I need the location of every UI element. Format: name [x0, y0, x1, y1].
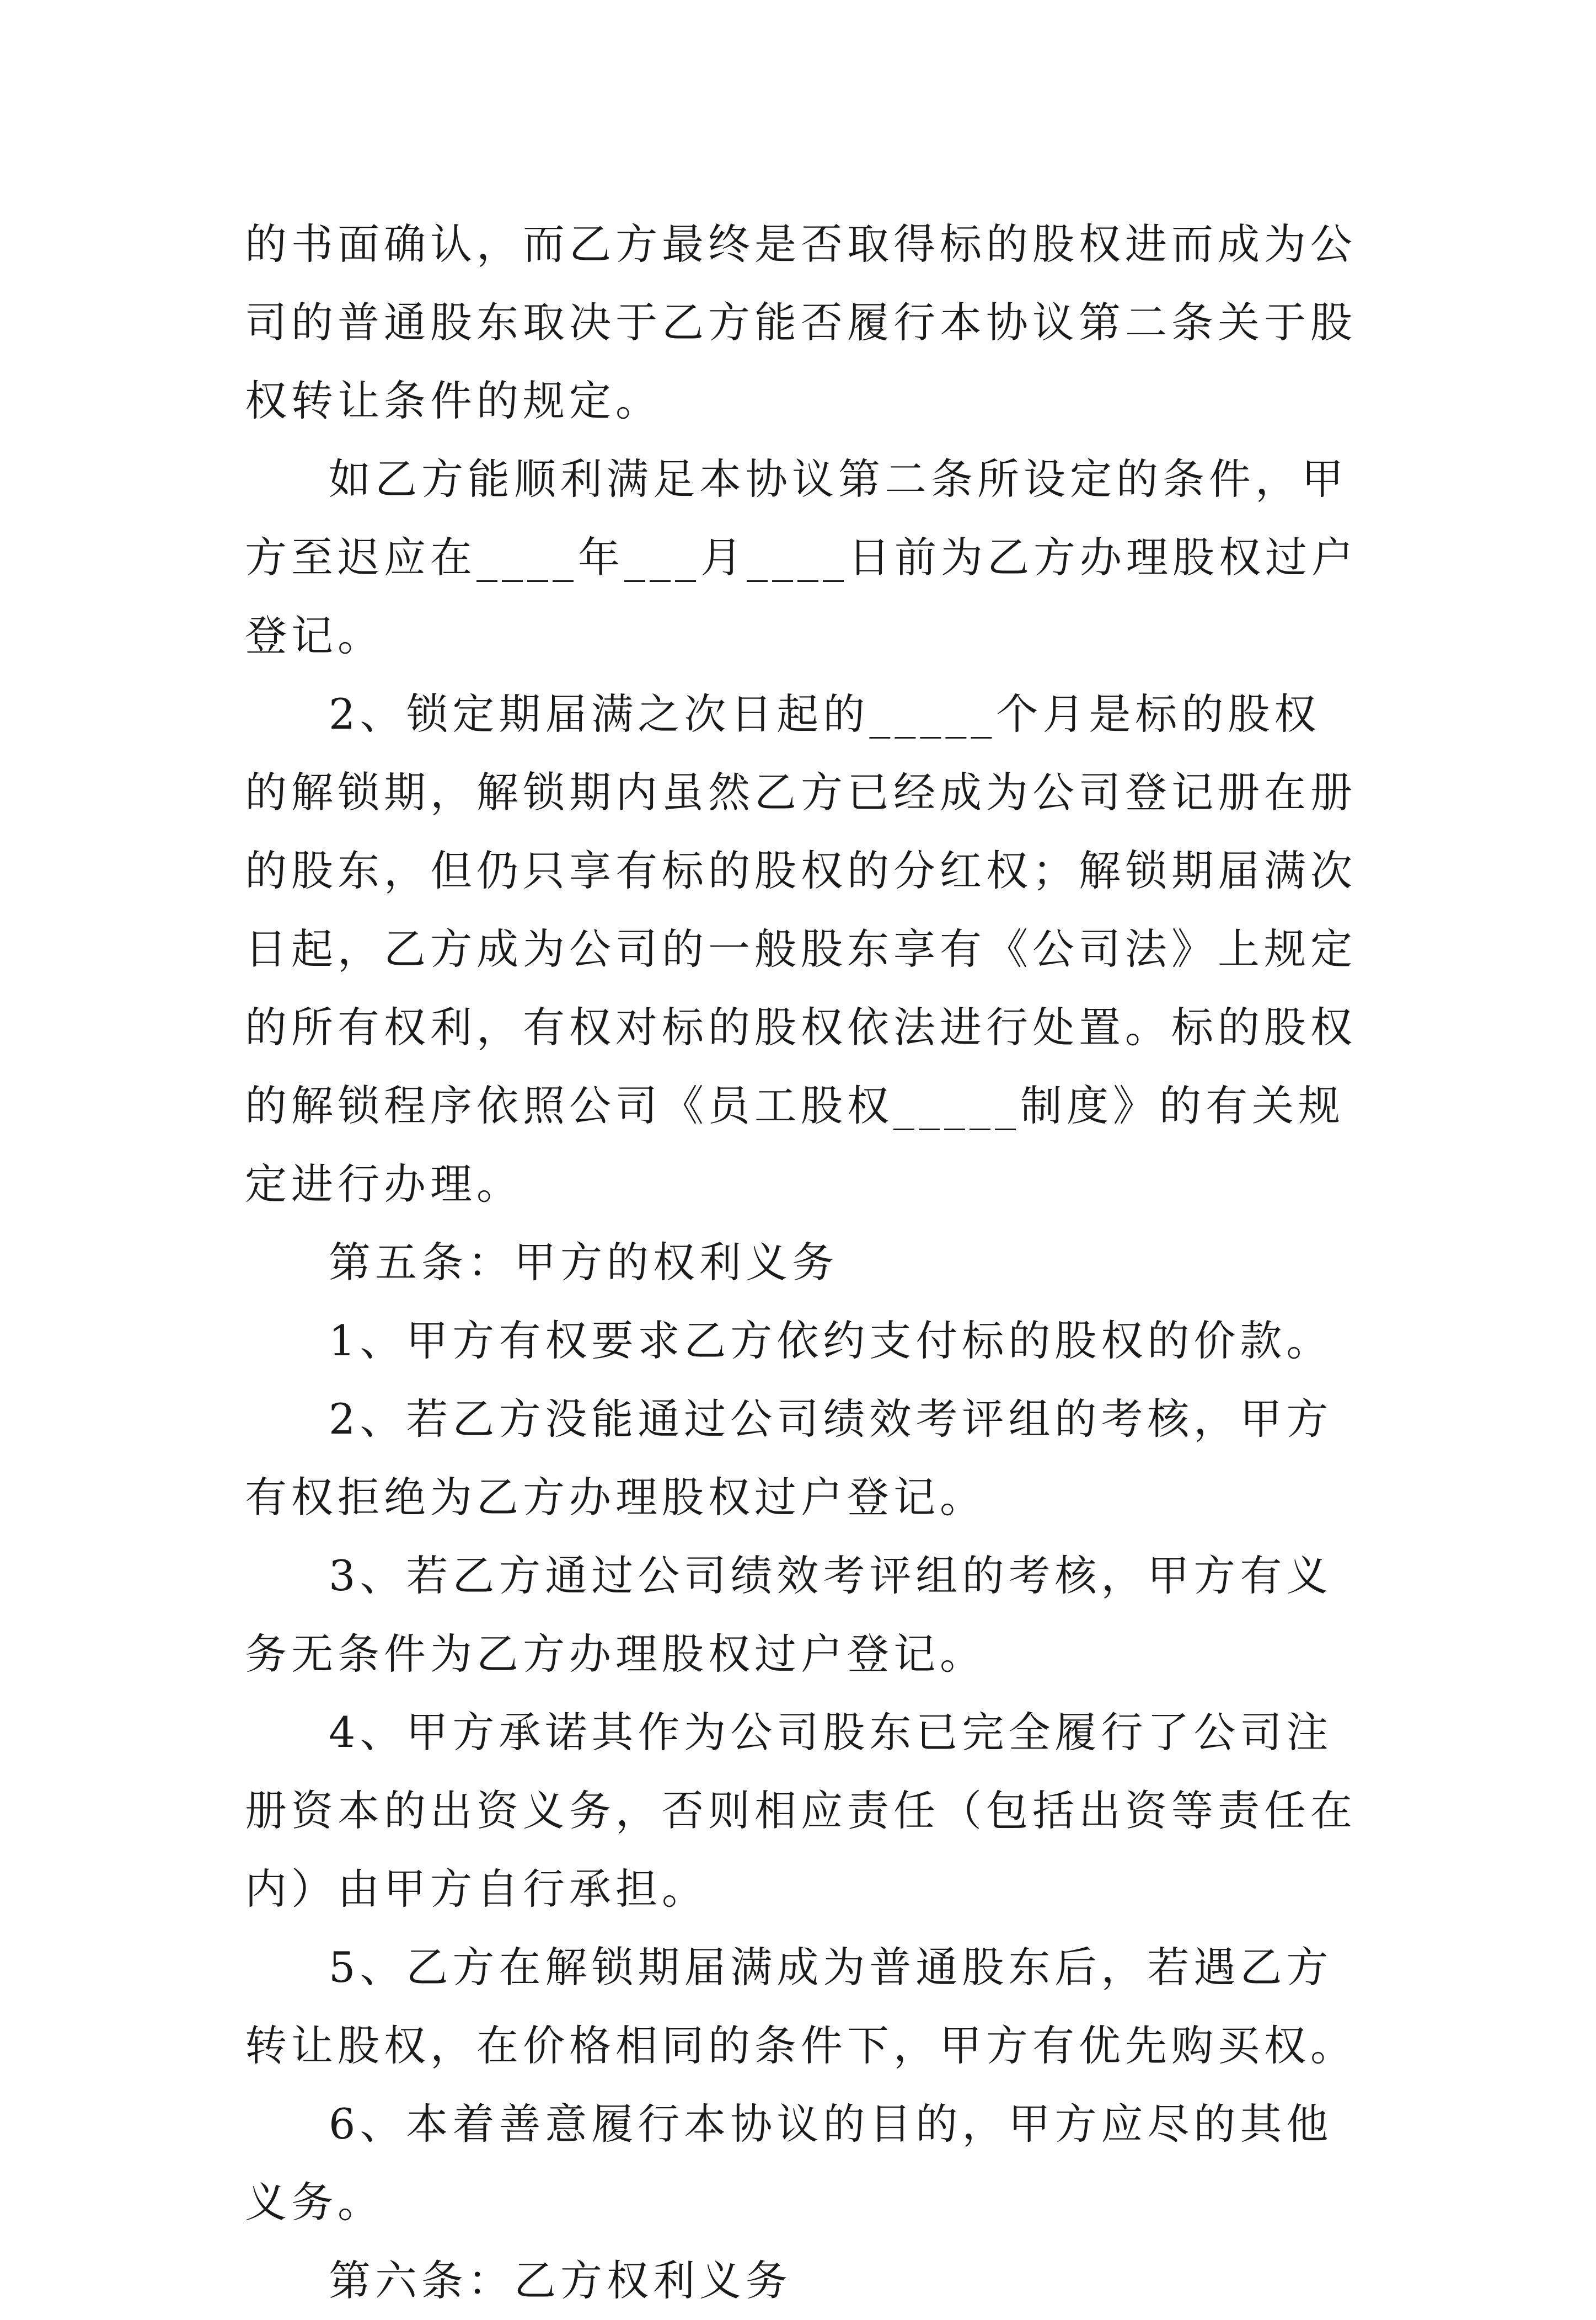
- article-5-item-4: 4、甲方承诺其作为公司股东已完全履行了公司注册资本的出资义务，否则相应责任（包括出资等责任在内）由甲方自行承担。: [245, 1708, 1357, 1913]
- article-5-item-6: 6、本着善意履行本协议的目的，甲方应尽的其他义务。: [245, 2099, 1333, 2227]
- document-body: [245, 205, 1364, 2320]
- paragraph-unlock-period: 2、锁定期届满之次日起的_____个月是标的股权的解锁期，解锁期内虽然乙方已经成为公司登记册在册的股东，但仍只享有标的股权的分红权；解锁期届满次日起，乙方成为公司的一般股东享有《公司法》上规定的所有权利，有权对标的股权依法进行处置。标的股权的解锁程序依照公司《员工股权_____制度》的有关规定进行办理。: [245, 689, 1357, 1209]
- heading-article-5: 第五条：甲方的权利义务: [329, 1238, 838, 1287]
- paragraph-transfer-registration-deadline: 如乙方能顺利满足本协议第二条所设定的条件，甲方至迟应在____年___月____日前为乙方办理股权过户登记。: [245, 455, 1358, 660]
- article-5-item-1: 1、甲方有权要求乙方依约支付标的股权的价款。: [329, 1316, 1333, 1365]
- heading-article-6: 第六条：乙方权利义务: [329, 2256, 792, 2305]
- article-5-item-5: 5、乙方在解锁期届满成为普通股东后，若遇乙方转让股权，在价格相同的条件下，甲方有优先购买权。: [245, 1943, 1357, 2070]
- article-5-item-3: 3、若乙方通过公司绩效考评组的考核，甲方有义务无条件为乙方办理股权过户登记。: [245, 1551, 1333, 1678]
- article-5-item-2: 2、若乙方没能通过公司绩效考评组的考核，甲方有权拒绝为乙方办理股权过户登记。: [245, 1394, 1333, 1522]
- paragraph-written-confirmation: 的书面确认，而乙方最终是否取得标的股权进而成为公司的普通股东取决于乙方能否履行本协议第二条关于股权转让条件的规定。: [245, 220, 1357, 425]
